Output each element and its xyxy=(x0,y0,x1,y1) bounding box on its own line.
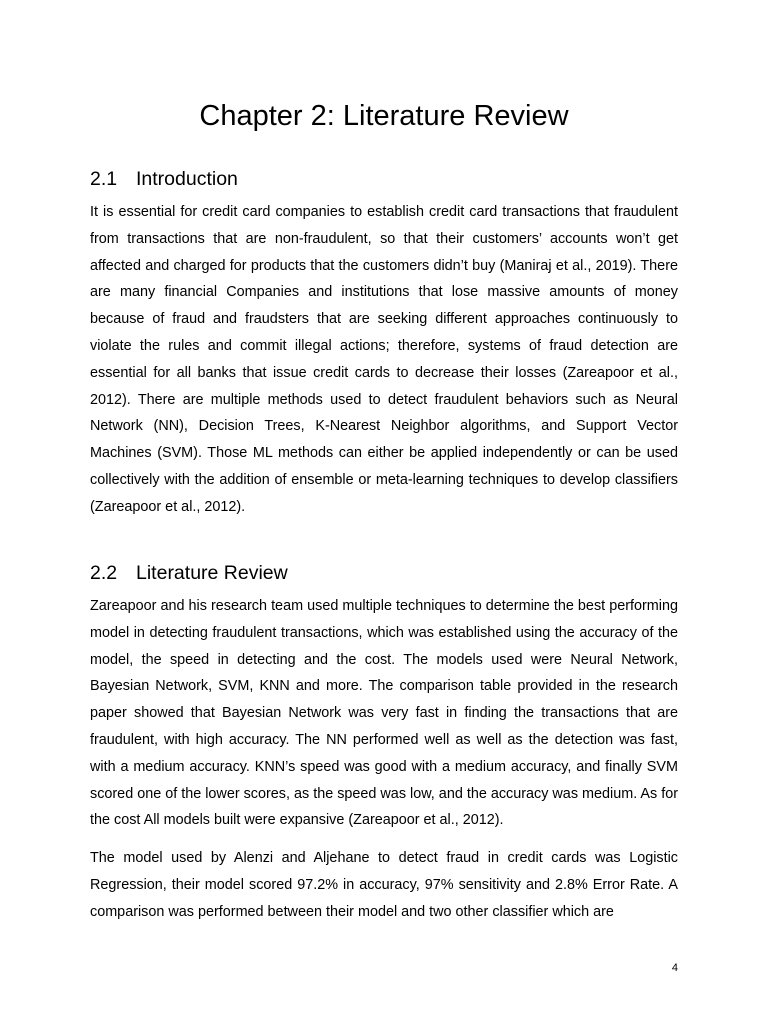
section-number: 2.2 xyxy=(90,562,118,584)
section-number: 2.1 xyxy=(90,168,118,190)
introduction-paragraph: It is essential for credit card companies to establish credit card transactions that fraudulent from transactions that are non-fraudulent, so that their customers’ accounts won’t get affected and charged for products that the customers didn’t buy (Maniraj et al., 2019). There are many financial Companies and institutions that lose massive amounts of money because of fraud and fraudsters that are seeking different approaches continuously to violate the rules and commit illegal actions; therefore, systems of fraud detection are essential for all banks that issue credit cards to decrease their losses (Zareapoor et al., 2012). There are multiple methods used to detect fraudulent behaviors such as Neural Network (NN), Decision Trees, K-Nearest Neighbor algorithms, and Support Vector Machines (SVM). Those ML methods can either be applied independently or can be used collectively with the addition of ensemble or meta-learning techniques to develop classifiers (Zareapoor et al., 2012). xyxy=(90,204,678,515)
page-number: 4 xyxy=(671,962,678,974)
chapter-title: Chapter 2: Literature Review xyxy=(199,100,569,132)
section-title: Literature Review xyxy=(136,562,288,584)
section-heading-literature-review xyxy=(90,560,288,586)
section-title: Introduction xyxy=(136,168,238,190)
literature-review-paragraph-1: Zareapoor and his research team used multiple techniques to determine the best performing model in detecting fraudulent transactions, which was established using the accuracy of the model, the speed in detecting and the cost. The models used were Neural Network, Bayesian Network, SVM, KNN and more. The comparison table provided in the research paper showed that Bayesian Network was very fast in finding the transactions that are fraudulent, with high accuracy. The NN performed well as well as the detection was fast, with a medium accuracy. KNN’s speed was good with a medium accuracy, and finally SVM scored one of the lower scores, as the speed was low, and the accuracy was medium. As for the cost All models built were expansive (Zareapoor et al., 2012). xyxy=(90,598,678,829)
literature-review-paragraph-2: The model used by Alenzi and Aljehane to detect fraud in credit cards was Logistic Regression, their model scored 97.2% in accuracy, 97% sensitivity and 2.8% Error Rate. A comparison was performed between their model and two other classifier which are xyxy=(90,850,678,920)
section-heading-introduction xyxy=(90,166,238,192)
